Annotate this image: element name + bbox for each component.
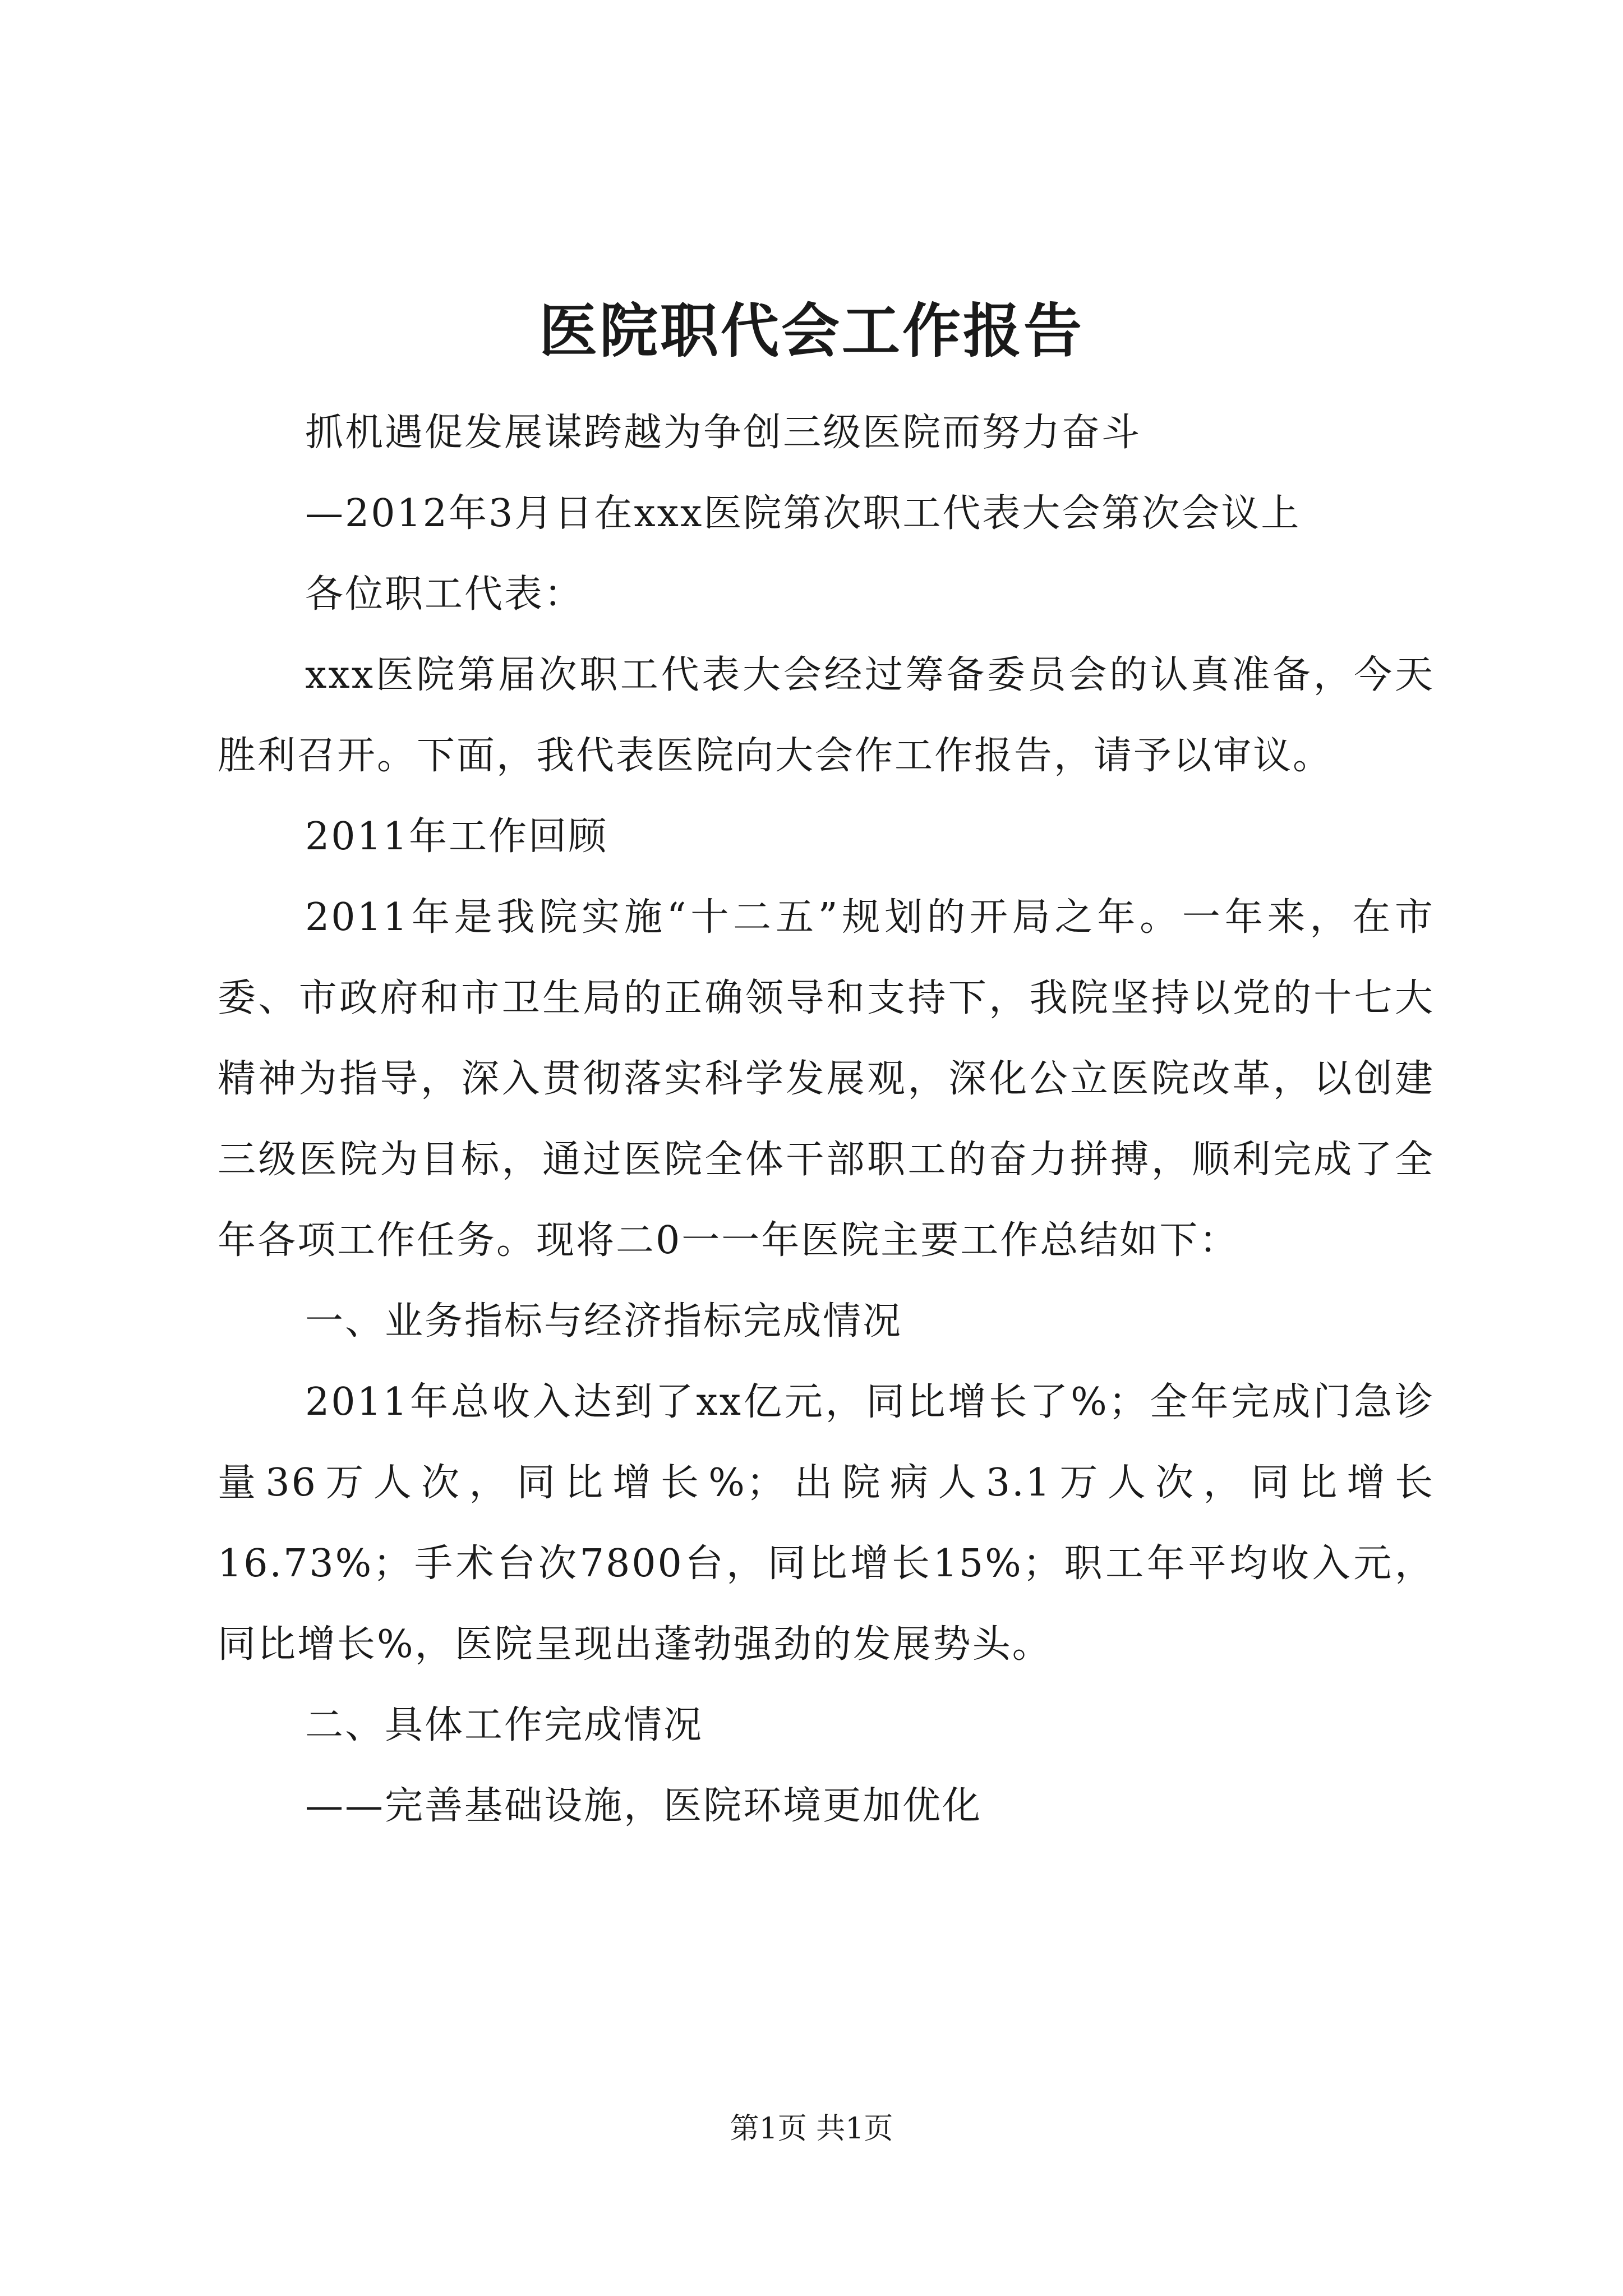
infrastructure-paragraph: ——完善基础设施，医院环境更加优化: [305, 1784, 983, 1828]
page-title: 医院职代会工作报告: [538, 296, 1084, 365]
document-body: [218, 393, 1435, 1847]
meeting-info-paragraph: —2012年3月日在xxx医院第次职工代表大会第次会议上: [305, 491, 1301, 536]
indicators-paragraph: 2011年总收入达到了xx亿元，同比增长了%；全年完成门急诊量36万人次，同比增长%；出院病人3.1万人次，同比增长16.73%；手术台次7800台，同比增长15%；职工年平均收入元，同比增长%，医院呈现出蓬勃强劲的发展势头。: [218, 1380, 1435, 1667]
opening-paragraph: xxx医院第届次职工代表大会经过筹备委员会的认真准备，今天胜利召开。下面，我代表医院向大会作工作报告，请予以审议。: [218, 653, 1435, 778]
section-heading-indicators: 一、业务指标与经济指标完成情况: [305, 1299, 903, 1343]
subtitle-paragraph: 抓机遇促发展谋跨越为争创三级医院而努力奋斗: [305, 411, 1142, 455]
page-footer: 第1页 共1页: [730, 2112, 893, 2146]
review-paragraph: 2011年是我院实施“十二五”规划的开局之年。一年来，在市委、市政府和市卫生局的正确领导和支持下，我院坚持以党的十七大精神为指导，深入贯彻落实科学发展观，深化公立医院改革，以创建三级医院为目标，通过医院全体干部职工的奋力拼搏，顺利完成了全年各项工作任务。现将二0一一年医院主要工作总结如下：: [218, 895, 1435, 1263]
section-heading-review: 2011年工作回顾: [305, 815, 608, 859]
salutation-paragraph: 各位职工代表：: [305, 572, 584, 616]
section-heading-work: 二、具体工作完成情况: [305, 1703, 704, 1747]
